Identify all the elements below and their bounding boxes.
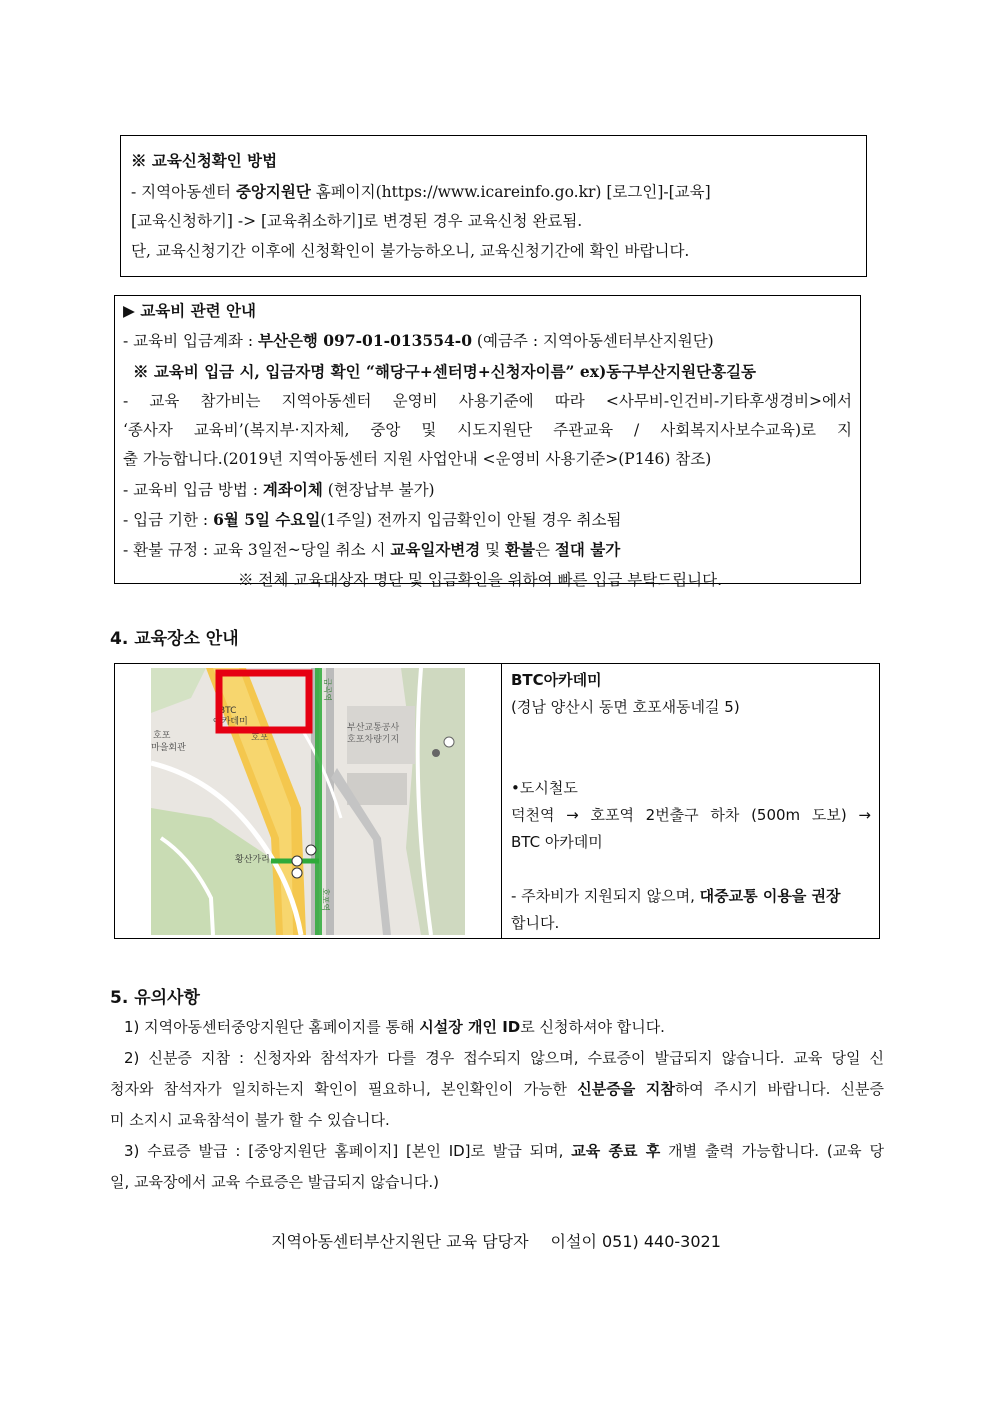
note-2-line-2: 청자와 참석자가 일치하는지 확인이 필요하니, 본인확인이 가능한 신분증을 지참하여 주시기 바랍니다. 신분증 [110, 1080, 884, 1098]
map-label-btc: BTC [219, 706, 237, 716]
parking-note-end: 합니다. [511, 914, 560, 932]
map-label-hopo-village: 호포 [153, 731, 171, 741]
note-2-line-1: 2) 신분증 지참 : 신청자와 참석자가 다를 경우 접수되지 않으며, 수료증이 발급되지 않습니다. 교육 당일 신 [124, 1049, 884, 1067]
parking-note: - 주차비가 지원되지 않으며, 대중교통 이용을 권장 [511, 887, 841, 905]
subway-title: •도시철도 [511, 779, 578, 797]
fee-cost-line-3: 출 가능합니다.(2019년 지역아동센터 지원 사업안내 <운영비 사용기준>(P146) 참조) [123, 450, 712, 469]
fee-closing-note: ※ 전체 교육대상자 명단 및 입금확인을 위하여 빠른 입금 부탁드립니다. [238, 570, 723, 589]
map-label-depot: 호포차량기지 [347, 735, 400, 745]
contact-footer [0, 1229, 992, 1252]
fee-deadline: - 입금 기한 : 6월 5일 수요일(1주일) 전까지 입금확인이 안될 경우 취소됨 [123, 510, 622, 530]
section-5-heading: 5. 유의사항 [110, 988, 200, 1008]
notes-list [110, 1012, 884, 1198]
table-divider [501, 664, 502, 938]
note-3-line-2: 일, 교육장에서 교육 수료증은 발급되지 않습니다.) [110, 1173, 440, 1191]
venue-map [151, 668, 465, 935]
confirm-title: ※ 교육신청확인 방법 [131, 151, 278, 170]
venue-table [114, 663, 880, 939]
fee-method: - 교육비 입금 방법 : 계좌이체 (현장납부 불가) [123, 479, 435, 499]
fee-info-box [114, 295, 861, 589]
confirm-line-1: - 지역아동센터 중앙지원단 홈페이지(https://www.icareinfo.go.kr) [로그인]-[교육] [131, 181, 711, 201]
fee-cost-line-1: - 교육 참가비는 지역아동센터 운영비 사용기준에 따라 <사무비-인건비-기타후생경비>에서 [123, 391, 852, 410]
map-label-line-b: 금곡역 [323, 678, 332, 702]
confirm-line-3: 단, 교육신청기간 이후에 신청확인이 불가능하오니, 교육신청기간에 확인 바랍니다. [131, 241, 690, 260]
venue-name: BTC아카데미 [511, 671, 602, 689]
map-label-hopo: 호포 [251, 733, 269, 743]
fee-refund: - 환불 규정 : 교육 3일전~당일 취소 시 교육일자변경 및 환불은 절대 불가 [123, 540, 621, 560]
note-3-line-1: 3) 수료증 발급 : [중앙지원단 홈페이지] [본인 ID]로 발급 되며, 교육 종료 후 개별 출력 가능합니다. (교육 당 [124, 1142, 884, 1160]
application-confirm-box [120, 135, 867, 277]
map-label-hwangsan: 황산가리 [235, 855, 270, 865]
map-label-academy: 아카데미 [213, 717, 248, 727]
fee-depositor-note: ※ 교육비 입금 시, 입금자명 확인 “해당구+센터명+신청자이름” ex)동구부산지원단홍길동 [133, 361, 757, 381]
route-line-1: 덕천역 → 호포역 2번출구 하차 (500m 도보) → [511, 806, 871, 824]
map-label-transit-corp: 부산교통공사 [347, 723, 400, 733]
section-4-heading: 4. 교육장소 안내 [110, 629, 239, 649]
confirm-line-2: [교육신청하기] -> [교육취소하기]로 변경된 경우 교육신청 완료됨. [131, 212, 583, 230]
route-line-2: BTC 아카데미 [511, 833, 603, 851]
venue-info [511, 667, 871, 937]
contact-person: 이설이 051) 440-3021 [550, 1232, 721, 1251]
fee-cost-line-2: ‘종사자 교육비’(복지부·지자체, 중앙 및 시도지원단 주관교육 / 사회복지사보수교육)로 지 [123, 421, 852, 440]
map-label-line-a: 호포역 [321, 888, 330, 912]
note-2-line-3: 미 소지시 교육참석이 불가 할 수 있습니다. [110, 1111, 390, 1129]
fee-title: ▶ 교육비 관련 안내 [123, 301, 256, 320]
venue-address: (경남 양산시 동면 호포새동네길 5) [511, 698, 740, 716]
note-1: 1) 지역아동센터중앙지원단 홈페이지를 통해 시설장 개인 ID로 신청하셔야 합니다. [124, 1018, 665, 1036]
fee-account: - 교육비 입금계좌 : 부산은행 097-01-013554-0 (예금주 : 지역아동센터부산지원단) [123, 331, 714, 351]
contact-org: 지역아동센터부산지원단 교육 담당자 [271, 1232, 529, 1251]
map-label-village-hall: 마을회관 [151, 743, 186, 753]
